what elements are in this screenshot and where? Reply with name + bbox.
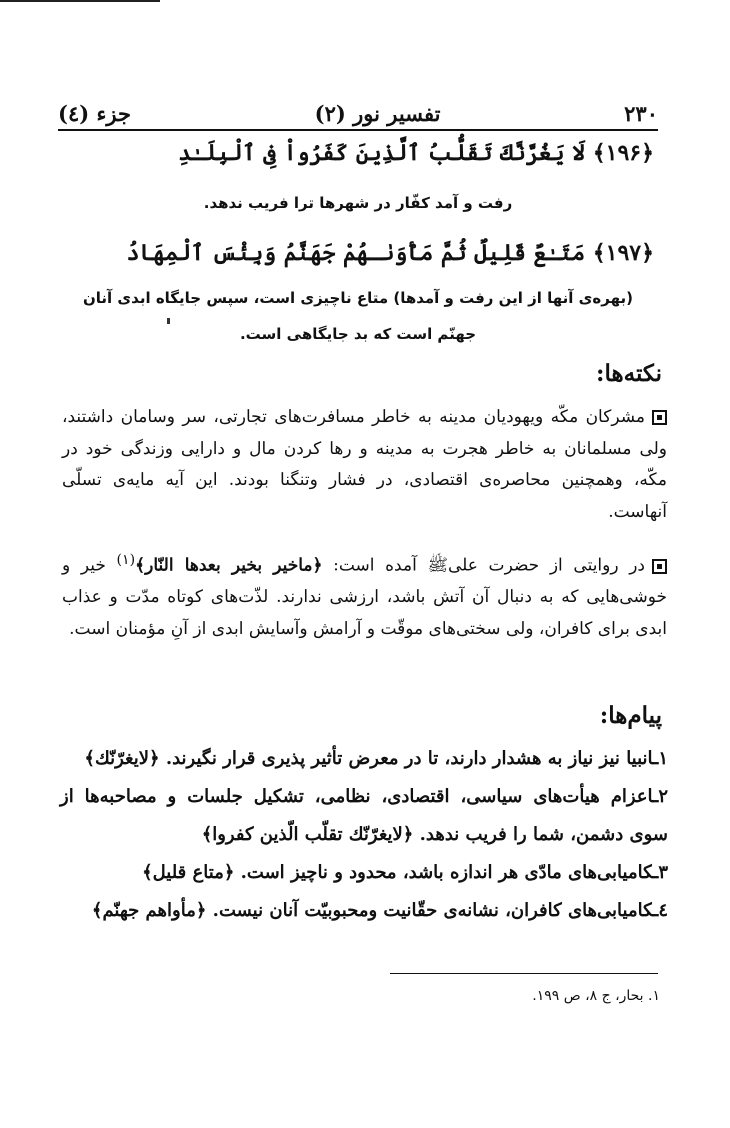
verse-197: ﴿۱۹۷﴾ مَتَـٰعٌ قَلِیلٌ ثُمَّ مَأْوَىٰـهُمْ جَهَنَّمُ وَبِئْسَ ٱلْمِهَادُ xyxy=(126,240,654,266)
message-item xyxy=(60,778,668,854)
running-header xyxy=(58,98,658,126)
verse-197-translation-line2: جهنّم است که بد جایگاهی است. xyxy=(239,325,477,343)
message-text: انبیا نیز نیاز به هشدار دارند، تا در معرض تأثیر پذیری قرار نگیرند. xyxy=(159,748,654,769)
square-bullet-icon xyxy=(652,410,667,425)
book-title: تفسیر نور (۲) xyxy=(314,101,441,126)
footnote-ref: (۱) xyxy=(116,552,136,568)
message-item xyxy=(60,740,668,778)
note-2 xyxy=(62,545,667,645)
hadith-quote: ﴿ماخیر بخیر بعدها النّار﴾ xyxy=(135,555,323,576)
footnote: ۱. بحار، ج ۸، ص ۱۹۹. xyxy=(532,988,660,1004)
footnote-rule xyxy=(390,973,658,974)
note-2-rest: خیر و خوشی‌هایی که به دنبال آن آتش باشد، ارزشی ندارند. لذّت‌های کوتاه مدّت و عذاب ابدی برای کافران، ولی سختی‌های موقّت و آرامش وآسایش ابدی از آنِ مؤمنان است. xyxy=(62,555,667,639)
notes-heading: نکته‌ها: xyxy=(595,360,662,387)
message-quote: ﴿لایغرّنّك تقلّب الّذین کفروا﴾ xyxy=(201,824,414,845)
messages-list xyxy=(60,740,668,930)
verse-197-translation xyxy=(58,280,658,352)
message-number: ۱ـ xyxy=(653,748,668,769)
note-2-prefix: در روایتی از حضرت علی xyxy=(447,555,645,576)
note-2-middle: آمده است: xyxy=(322,555,428,576)
verse-196-translation: رفت و آمد کفّار در شهرها ترا فریب ندهد. xyxy=(203,194,513,212)
honorific-glyph: ﷺ xyxy=(427,555,448,576)
message-number: ۲ـ xyxy=(653,786,668,807)
message-number: ٤ـ xyxy=(653,900,668,921)
message-quote: ﴿مأواهم جهنّم﴾ xyxy=(91,900,207,921)
square-bullet-icon xyxy=(652,559,667,574)
message-text: اعزام هیأت‌های سیاسی، اقتصادی، نظامی، تشکیل جلسات و مصاحبه‌ها از سوی دشمن، شما را فریب ندهد. xyxy=(60,786,668,845)
verse-197-translation-line1: (بهره‌ی آنها از این رفت و آمدها) متاع ناچیزی است، سپس جایگاه ابدی آنان xyxy=(82,289,633,307)
page-number: ۲۳۰ xyxy=(624,101,658,126)
note-1 xyxy=(62,402,667,528)
part-label: جزء (٤) xyxy=(58,101,131,126)
message-item xyxy=(60,854,668,892)
header-rule xyxy=(58,129,658,131)
note-1-text: مشرکان مکّه ویهودیان مدینه به خاطر مسافرت‌های تجارتی، سر وسامان داشتند، ولی مسلمانان به خاطر هجرت به مدینه و رها کردن مال و دارایی وزندگی خود در مکّه، وهمچنین محاصره‌ی اقتصادی، در فشار وتنگنا بودند. این آیه مایه‌ی تسلّی آنهاست. xyxy=(62,407,668,522)
message-text: کامیابی‌های کافران، نشانه‌ی حقّانیت ومحبوبیّت آنان نیست. xyxy=(206,900,654,921)
message-quote: ﴿متاع قلیل﴾ xyxy=(142,862,235,883)
verse-196: ﴿۱۹۶﴾ لَا یَغُرَّنَّكَ تَقَلُّبُ ٱلَّذِینَ كَفَرُواْ فِی ٱلْبِلَـٰدِ xyxy=(178,140,654,166)
message-item xyxy=(60,892,668,930)
messages-heading: پیام‌ها: xyxy=(599,702,662,729)
corner-rule xyxy=(0,0,160,2)
message-text: کامیابی‌های مادّی هر اندازه باشد، محدود و ناچیز است. xyxy=(234,862,654,883)
stray-mark xyxy=(167,318,170,324)
message-number: ۳ـ xyxy=(653,862,668,883)
message-quote: ﴿لایغرّنّك﴾ xyxy=(84,748,160,769)
